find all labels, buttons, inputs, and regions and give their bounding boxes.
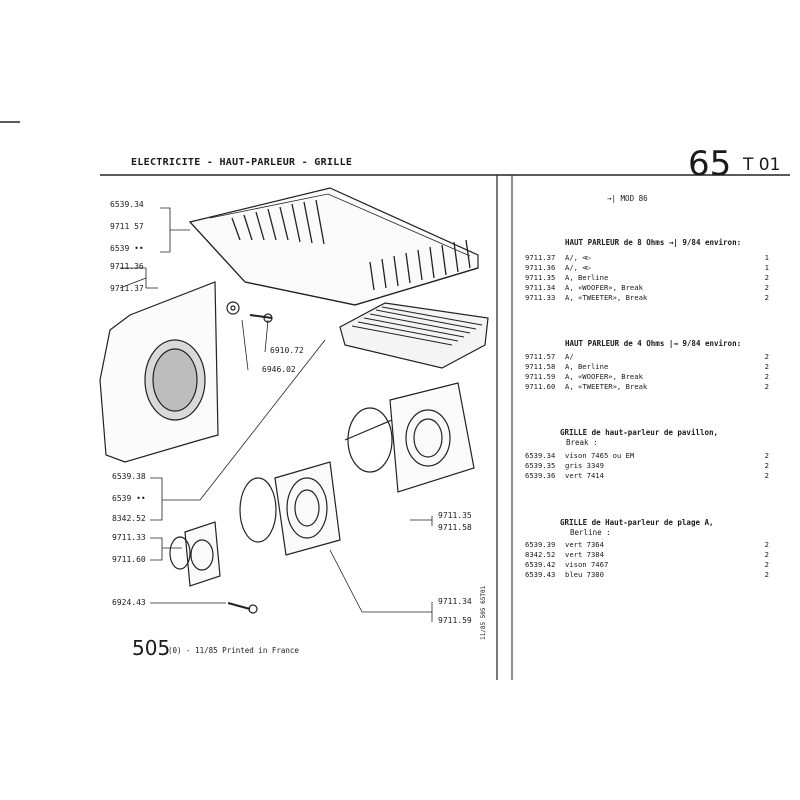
callout-label: 9711.36 xyxy=(110,262,144,271)
callout-label: 9711.58 xyxy=(438,523,472,532)
list-item: 9711.35 A, Berline ..... 2 xyxy=(525,273,769,283)
callout-label: 9711.34 xyxy=(438,597,472,606)
callout-label: 9711.37 xyxy=(110,284,144,293)
list-item: 9711.37 A/, ⊲▷ ..... 1 xyxy=(525,253,769,263)
callout-label: 9711.60 xyxy=(112,555,146,564)
page-reference: T 01 xyxy=(743,155,781,175)
callout-label: 6924.43 xyxy=(112,598,146,607)
page-title: ELECTRICITE - HAUT-PARLEUR - GRILLE xyxy=(131,157,353,168)
list-item: 8342.52 vert 7384 ..... 2 xyxy=(525,550,769,560)
callout-label: 6539.38 xyxy=(112,472,146,481)
model-note: →| MOD 86 xyxy=(607,194,648,203)
section-heading: GRILLE de haut-parleur de pavillon, xyxy=(560,428,719,437)
footer-vertical-code: 11/85 505 65T01 xyxy=(480,585,487,640)
callout-label: 8342.52 xyxy=(112,514,146,523)
list-item: 6539.35 gris 3349 ..... 2 xyxy=(525,461,769,471)
list-item: 9711.60 A, «TWEETER», Break ..... 2 xyxy=(525,382,769,392)
callout-label: 9711.35 xyxy=(438,511,472,520)
section-heading: HAUT PARLEUR de 8 Ohms →| 9/84 environ: xyxy=(565,238,742,247)
list-item: 9711.34 A, «WOOFER», Break ..... 2 xyxy=(525,283,769,293)
callout-label: 6910.72 xyxy=(270,346,304,355)
list-item: 9711.58 A, Berline ..... 2 xyxy=(525,362,769,372)
callout-label: 6539.34 xyxy=(110,200,144,209)
footer-page-number: 505 xyxy=(132,636,171,660)
list-item: 9711.59 A, «WOOFER», Break ..... 2 xyxy=(525,372,769,382)
list-item: 6539.42 vison 7467 ..... 2 xyxy=(525,560,769,570)
footer-print-note: (0) - 11/85 Printed in France xyxy=(168,646,299,655)
list-item: 6539.36 vert 7414 ..... 2 xyxy=(525,471,769,481)
section-heading: GRILLE de Haut-parleur de plage A, xyxy=(560,518,714,527)
page-number: 65 xyxy=(688,144,732,184)
list-item: 6539.34 vison 7465 ou EM ..... 2 xyxy=(525,451,769,461)
callout-label: 9711.33 xyxy=(112,533,146,542)
callout-label: 9711 57 xyxy=(110,222,144,231)
list-item: 9711.33 A, «TWEETER», Break ..... 2 xyxy=(525,293,769,303)
section-subheading: Berline : xyxy=(570,528,611,537)
callout-label: 6539 •• xyxy=(110,244,144,253)
callout-label: 9711.59 xyxy=(438,616,472,625)
list-item: 6539.39 vert 7364 ..... 2 xyxy=(525,540,769,550)
list-item: 9711.57 A/ ..... 2 xyxy=(525,352,769,362)
list-item: 6539.43 bleu 7380 ..... 2 xyxy=(525,570,769,580)
callout-label: 6946.02 xyxy=(262,365,296,374)
list-item: 9711.36 A/, ⊲▷ ..... 1 xyxy=(525,263,769,273)
section-subheading: Break : xyxy=(566,438,598,447)
callout-label: 6539 •• xyxy=(112,494,146,503)
section-heading: HAUT PARLEUR de 4 Ohms |→ 9/84 environ: xyxy=(565,339,742,348)
